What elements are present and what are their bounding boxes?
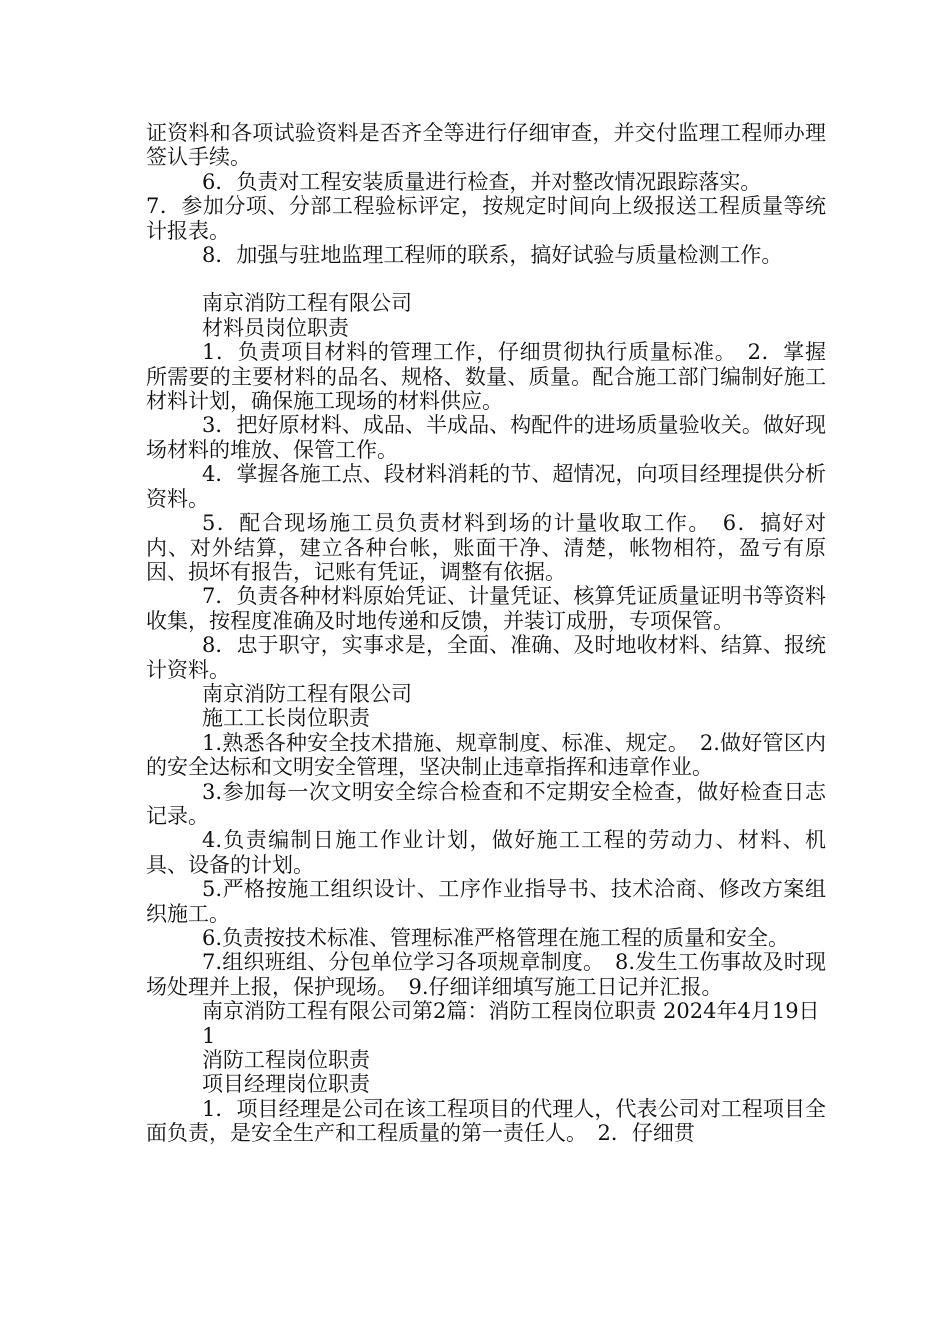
blank-line <box>146 267 826 291</box>
paragraph: 项目经理岗位职责 <box>202 1072 370 1097</box>
paragraph: 7.组织班组、分包单位学习各项规章制度。 8.发生工伤事故及时现场处理并上报，保护现场。 9.仔细详细填写施工日记并汇报。 <box>146 950 826 999</box>
paragraph: 消防工程岗位职责 <box>202 1048 370 1073</box>
paragraph: 7．参加分项、分部工程验标评定，按规定时间向上级报送工程质量等统计报表。 <box>146 194 826 243</box>
paragraph: 3.参加每一次文明安全综合检查和不定期安全检查，做好检查日志记录。 <box>146 779 826 828</box>
paragraph: 6．负责对工程安装质量进行检查，并对整改情况跟踪落实。 <box>202 169 762 194</box>
paragraph: 1.熟悉各种安全技术措施、规章制度、标准、规定。 2.做好管区内的安全达标和文明安全管理，坚决制止违章指挥和违章作业。 <box>146 730 826 780</box>
paragraph: 1．负责项目材料的管理工作，仔细贯彻执行质量标准。 2．掌握所需要的主要材料的品名、规格、数量、质量。配合施工部门编制好施工材料计划，确保施工现场的材料供应。 <box>146 340 826 414</box>
paragraph: 南京消防工程有限公司 <box>202 681 412 706</box>
paragraph: 1．项目经理是公司在该工程项目的代理人，代表公司对工程项目全面负责，是安全生产和工程质量的第一责任人。 2．仔细贯 <box>146 1096 826 1146</box>
paragraph: 1 <box>202 1023 216 1048</box>
paragraph: 5.严格按施工组织设计、工序作业指导书、技术洽商、修改方案组织施工。 <box>146 877 826 926</box>
paragraph: 6.负责按技术标准、管理标准严格管理在施工程的质量和安全。 <box>202 926 790 950</box>
paragraph: 4．掌握各施工点、段材料消耗的节、超情况，向项目经理提供分析资料。 <box>146 462 826 511</box>
document-body <box>146 121 826 1146</box>
paragraph: 4.负责编制日施工作业计划，做好施工工程的劳动力、材料、机具、设备的计划。 <box>146 828 826 877</box>
paragraph: 5．配合现场施工员负责材料到场的计量收取工作。 6．搞好对内、对外结算，建立各种台帐，账面干净、清楚，帐物相符，盈亏有原因、损坏有报告，记账有凭证，调整有依据。 <box>146 511 826 584</box>
paragraph: 南京消防工程有限公司 <box>202 291 412 316</box>
paragraph: 7．负责各种材料原始凭证、计量凭证、核算凭证质量证明书等资料收集，按程度准确及时地传递和反馈，并装订成册，专项保管。 <box>146 584 826 633</box>
paragraph: 3．把好原材料、成品、半成品、构配件的进场质量验收关。做好现场材料的堆放、保管工作。 <box>146 413 826 462</box>
paragraph: 8．加强与驻地监理工程师的联系，搞好试验与质量检测工作。 <box>202 243 783 268</box>
paragraph: 南京消防工程有限公司第2篇：消防工程岗位职责 2024年4月19日 <box>202 999 820 1024</box>
paragraph: 材料员岗位职责 <box>202 315 349 340</box>
paragraph: 8．忠于职守，实事求是，全面、准确、及时地收材料、结算、报统计资料。 <box>146 633 826 682</box>
paragraph: 证资料和各项试验资料是否齐全等进行仔细审查，并交付监理工程师办理签认手续。 <box>146 121 826 170</box>
paragraph: 施工工长岗位职责 <box>202 706 370 731</box>
